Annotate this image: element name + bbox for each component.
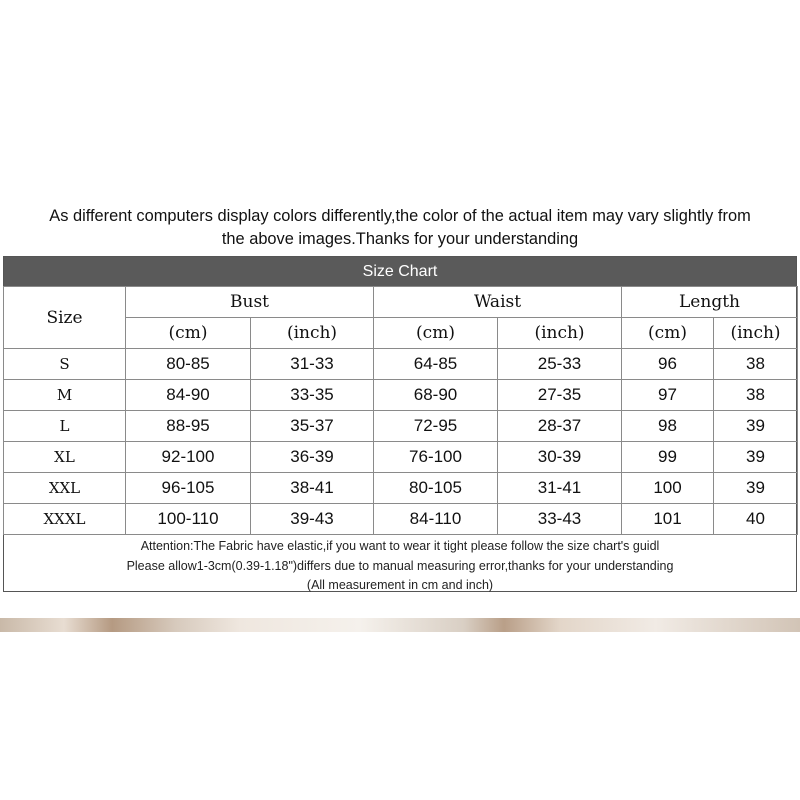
unit-header: (inch) [714,318,798,349]
measurement-cell: 80-105 [374,473,498,504]
bust-header: Bust [126,287,374,318]
size-label-cell: XXXL [4,504,126,535]
measurement-cell: 84-90 [126,380,251,411]
measurement-cell: 100-110 [126,504,251,535]
size-chart-title: Size Chart [4,257,796,286]
measurement-cell: 39-43 [251,504,374,535]
measurement-cell: 31-41 [498,473,622,504]
measurement-cell: 96-105 [126,473,251,504]
measurement-cell: 30-39 [498,442,622,473]
measurement-cell: 38-41 [251,473,374,504]
unit-header: (cm) [622,318,714,349]
measurement-cell: 98 [622,411,714,442]
length-header: Length [622,287,798,318]
disclaimer-line-2: the above images.Thanks for your understanding [221,230,579,248]
size-table [3,286,798,535]
table-row [4,442,798,473]
note-measuring: Please allow1-3cm(0.39-1.18")differs due to manual measuring error,thanks for your understanding [126,558,674,573]
measurement-cell: 101 [622,504,714,535]
measurement-cell: 80-85 [126,349,251,380]
measurement-cell: 33-43 [498,504,622,535]
measurement-cell: 88-95 [126,411,251,442]
size-label-cell: S [4,349,126,380]
waist-header: Waist [374,287,622,318]
measurement-cell: 96 [622,349,714,380]
size-chart [3,256,797,592]
measurement-cell: 36-39 [251,442,374,473]
measurement-cell: 33-35 [251,380,374,411]
measurement-cell: 40 [714,504,798,535]
size-label-cell: XL [4,442,126,473]
measurement-cell: 38 [714,349,798,380]
measurement-cell: 38 [714,380,798,411]
measurement-cell: 72-95 [374,411,498,442]
measurement-cell: 27-35 [498,380,622,411]
note-units: (All measurement in cm and inch) [306,578,494,592]
measurement-cell: 76-100 [374,442,498,473]
measurement-cell: 92-100 [126,442,251,473]
measurement-cell: 99 [622,442,714,473]
measurement-cell: 100 [622,473,714,504]
measurement-cell: 39 [714,473,798,504]
measurement-cell: 39 [714,411,798,442]
measurement-cell: 68-90 [374,380,498,411]
unit-header: (inch) [251,318,374,349]
table-row [4,504,798,535]
unit-header: (cm) [374,318,498,349]
unit-header: (cm) [126,318,251,349]
table-row [4,473,798,504]
size-label-cell: M [4,380,126,411]
measurement-cell: 31-33 [251,349,374,380]
table-row [4,349,798,380]
table-row [4,411,798,442]
measurement-cell: 25-33 [498,349,622,380]
disclaimer-line-1: As different computers display colors differently,the color of the actual item may vary slightly from [49,207,751,225]
blank-area [0,632,800,800]
measurement-cell: 64-85 [374,349,498,380]
measurement-cell: 28-37 [498,411,622,442]
note-attention: Attention:The Fabric have elastic,if you want to wear it tight please follow the size chart's guidl [140,539,660,553]
size-label-cell: XXL [4,473,126,504]
measurement-cell: 84-110 [374,504,498,535]
measurement-cell: 35-37 [251,411,374,442]
size-column-header: Size [4,287,126,349]
unit-header: (inch) [498,318,622,349]
measurement-cell: 39 [714,442,798,473]
measurement-cell: 97 [622,380,714,411]
size-label-cell: L [4,411,126,442]
size-notes [4,535,796,596]
product-photo-strip [0,618,800,632]
table-row [4,380,798,411]
color-disclaimer [0,205,800,251]
table-header-row [4,287,798,318]
